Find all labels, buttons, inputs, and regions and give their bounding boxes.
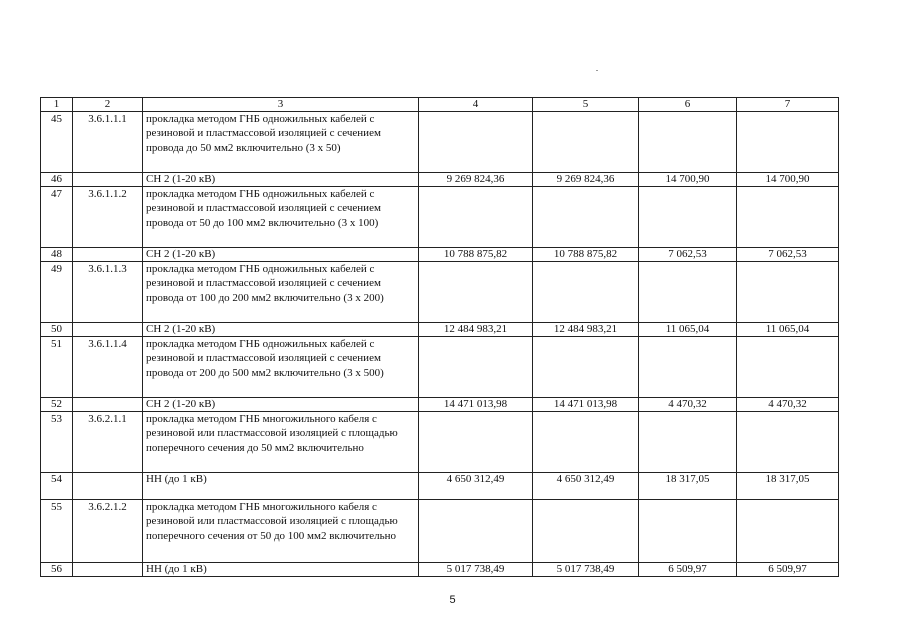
value-cell: 14 471 013,98 (419, 398, 533, 412)
code-cell (73, 248, 143, 262)
row-number-cell: 49 (41, 262, 73, 323)
table-row (41, 500, 839, 563)
row-number-cell: 50 (41, 323, 73, 337)
value-cell (419, 262, 533, 323)
row-number-cell: 54 (41, 473, 73, 500)
value-cell: 5 017 738,49 (419, 563, 533, 577)
value-cell: 7 062,53 (737, 248, 839, 262)
header-cell: 4 (419, 98, 533, 112)
scan-speck (596, 70, 598, 71)
value-cell (533, 112, 639, 173)
code-cell (73, 173, 143, 187)
value-cell (639, 500, 737, 563)
value-cell: 4 470,32 (639, 398, 737, 412)
table-row (41, 563, 839, 577)
table-row (41, 473, 839, 500)
table-row (41, 398, 839, 412)
description-cell: СН 2 (1-20 кВ) (143, 398, 419, 412)
page-number: 5 (449, 594, 456, 606)
value-cell (737, 500, 839, 563)
value-cell (533, 337, 639, 398)
value-cell: 10 788 875,82 (533, 248, 639, 262)
code-cell: 3.6.2.1.1 (73, 412, 143, 473)
row-number-cell: 46 (41, 173, 73, 187)
header-cell: 1 (41, 98, 73, 112)
row-number-cell: 52 (41, 398, 73, 412)
table-row (41, 187, 839, 248)
value-cell (419, 500, 533, 563)
code-cell: 3.6.1.1.4 (73, 337, 143, 398)
header-cell: 3 (143, 98, 419, 112)
table-row (41, 323, 839, 337)
value-cell (639, 112, 737, 173)
code-cell (73, 473, 143, 500)
table-row (41, 337, 839, 398)
value-cell: 5 017 738,49 (533, 563, 639, 577)
tariff-table (40, 97, 839, 577)
value-cell (533, 412, 639, 473)
description-cell: НН (до 1 кВ) (143, 563, 419, 577)
value-cell: 14 700,90 (737, 173, 839, 187)
table-row (41, 112, 839, 173)
value-cell: 11 065,04 (639, 323, 737, 337)
value-cell (737, 337, 839, 398)
header-cell: 5 (533, 98, 639, 112)
value-cell (639, 187, 737, 248)
description-cell: прокладка методом ГНБ одножильных кабелей с резиновой и пластмассовой изоляцией с сечением провода до 50 мм2 включительно (3 х 50) (143, 112, 419, 173)
row-number-cell: 47 (41, 187, 73, 248)
row-number-cell: 56 (41, 563, 73, 577)
value-cell (639, 262, 737, 323)
value-cell: 12 484 983,21 (533, 323, 639, 337)
value-cell: 14 471 013,98 (533, 398, 639, 412)
value-cell (533, 187, 639, 248)
row-number-cell: 48 (41, 248, 73, 262)
description-cell: прокладка методом ГНБ одножильных кабелей с резиновой и пластмассовой изоляцией с сечением провода от 200 до 500 мм2 включительно (3 х 500) (143, 337, 419, 398)
code-cell: 3.6.1.1.1 (73, 112, 143, 173)
value-cell (639, 337, 737, 398)
description-cell: прокладка методом ГНБ многожильного кабеля с резиновой или пластмассовой изоляцией с площадью поперечного сечения от 50 до 100 мм2 включительно (143, 500, 419, 563)
value-cell (533, 500, 639, 563)
value-cell (419, 112, 533, 173)
description-cell: прокладка методом ГНБ одножильных кабелей с резиновой и пластмассовой изоляцией с сечением провода от 50 до 100 мм2 включительно (3 х 100) (143, 187, 419, 248)
value-cell: 6 509,97 (737, 563, 839, 577)
value-cell (737, 412, 839, 473)
value-cell (419, 337, 533, 398)
description-cell: НН (до 1 кВ) (143, 473, 419, 500)
value-cell: 9 269 824,36 (533, 173, 639, 187)
code-cell: 3.6.1.1.3 (73, 262, 143, 323)
code-cell (73, 398, 143, 412)
value-cell (419, 187, 533, 248)
value-cell: 6 509,97 (639, 563, 737, 577)
row-number-cell: 51 (41, 337, 73, 398)
code-cell (73, 563, 143, 577)
value-cell: 11 065,04 (737, 323, 839, 337)
value-cell (639, 412, 737, 473)
description-cell: прокладка методом ГНБ многожильного кабеля с резиновой или пластмассовой изоляцией с площадью поперечного сечения до 50 мм2 включительно (143, 412, 419, 473)
description-cell: прокладка методом ГНБ одножильных кабелей с резиновой и пластмассовой изоляцией с сечением провода от 100 до 200 мм2 включительно (3 х 200) (143, 262, 419, 323)
description-cell: СН 2 (1-20 кВ) (143, 173, 419, 187)
value-cell: 7 062,53 (639, 248, 737, 262)
table-row (41, 412, 839, 473)
value-cell: 14 700,90 (639, 173, 737, 187)
value-cell (737, 262, 839, 323)
value-cell (533, 262, 639, 323)
value-cell: 18 317,05 (639, 473, 737, 500)
table-row (41, 173, 839, 187)
value-cell (737, 187, 839, 248)
value-cell: 10 788 875,82 (419, 248, 533, 262)
value-cell: 4 650 312,49 (533, 473, 639, 500)
table-header-row (41, 98, 839, 112)
row-number-cell: 45 (41, 112, 73, 173)
value-cell: 4 650 312,49 (419, 473, 533, 500)
table-row (41, 248, 839, 262)
row-number-cell: 55 (41, 500, 73, 563)
header-cell: 7 (737, 98, 839, 112)
header-cell: 6 (639, 98, 737, 112)
code-cell: 3.6.2.1.2 (73, 500, 143, 563)
value-cell (737, 112, 839, 173)
value-cell: 9 269 824,36 (419, 173, 533, 187)
description-cell: СН 2 (1-20 кВ) (143, 248, 419, 262)
code-cell (73, 323, 143, 337)
value-cell: 18 317,05 (737, 473, 839, 500)
value-cell (419, 412, 533, 473)
table-row (41, 262, 839, 323)
value-cell: 4 470,32 (737, 398, 839, 412)
description-cell: СН 2 (1-20 кВ) (143, 323, 419, 337)
row-number-cell: 53 (41, 412, 73, 473)
header-cell: 2 (73, 98, 143, 112)
code-cell: 3.6.1.1.2 (73, 187, 143, 248)
value-cell: 12 484 983,21 (419, 323, 533, 337)
